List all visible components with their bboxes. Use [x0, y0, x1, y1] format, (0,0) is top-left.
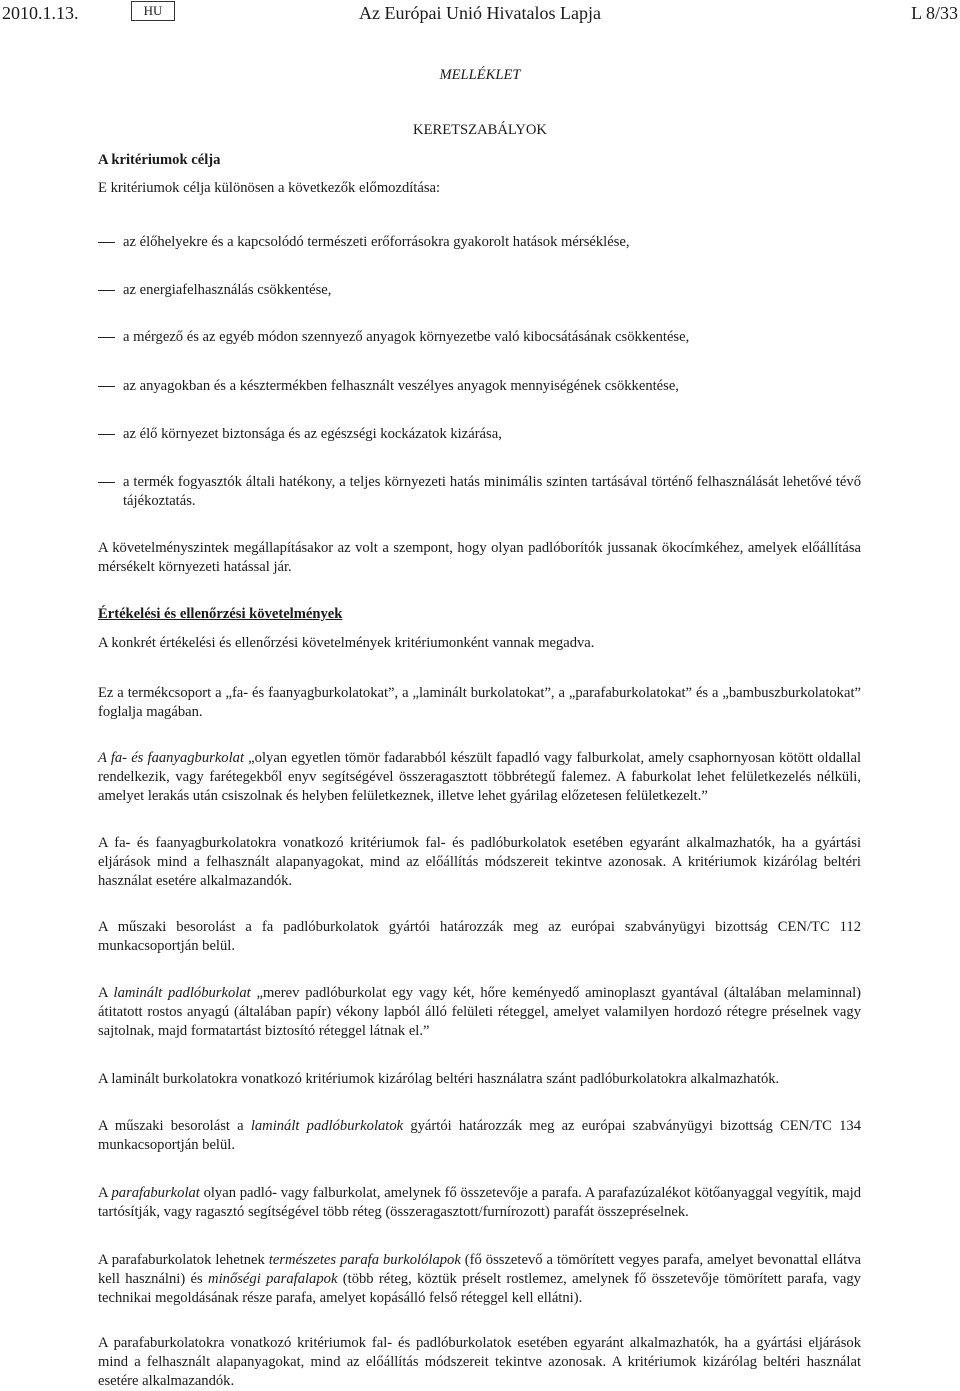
bullet-text: a mérgező és az egyéb módon szennyező anyagok környezetbe való kibocsátásának csökkentése,	[123, 329, 690, 345]
dash-marker	[98, 482, 115, 483]
language-badge: HU	[131, 1, 175, 21]
frame-title: KERETSZABÁLYOK	[413, 122, 547, 138]
cork-definition-text: olyan padló- vagy falburkolat, amelynek fő összetevője a parafa. A parafazúzalékot kötőanyaggal vegyítik, majd tartósítják, vagy ragasztó segítségével több réteg (összeragasztott/furnírozott) parafát összepréselnek.	[98, 1185, 861, 1220]
dash-marker	[98, 242, 115, 243]
dash-marker	[98, 290, 115, 291]
paragraph-laminate-criteria: A laminált burkolatokra vonatkozó kritériumok kizárólag beltéri használatra szánt padlóburkolatokra alkalmazhatók.	[98, 1071, 780, 1087]
bullet-item	[98, 473, 861, 511]
assessment-heading: Értékelési és ellenőrzési követelmények	[98, 606, 343, 622]
paragraph-cork-definition	[98, 1184, 861, 1222]
dash-marker	[98, 386, 115, 387]
laminate-class-term: laminált padlóburkolatok	[250, 1118, 404, 1134]
cork-term: parafaburkolat	[111, 1185, 200, 1201]
cork-type-term-1: természetes parafa burkolólapok	[268, 1252, 461, 1268]
laminate-def-prefix: A	[98, 985, 114, 1001]
publication-date: 2010.1.13.	[2, 3, 79, 23]
bullet-text: az anyagokban és a késztermékben felhasznált veszélyes anyagok mennyiségének csökkentése,	[123, 378, 679, 394]
paragraph-cork-types	[98, 1251, 861, 1308]
wood-definition-text: „olyan egyetlen tömör fadarabból készült fapadló vagy falburkolat, amely csaphornyosan kötött oldallal rendelkezik, vagy farétegekből enyv segítségével összeragasztott többrétegű falemez. A faburkolat lehet felületkezelés nélküli, amelyet lerakás után csiszolnak és helyben felületkeznek, illetve lehet gyárilag előzetesen felületkezelt.”	[98, 750, 862, 804]
bullet-item	[98, 281, 861, 300]
dash-marker	[98, 337, 115, 338]
bullet-text: a termék fogyasztók általi hatékony, a teljes környezeti hatás minimális szinten tartásával történő felhasználását lehetővé tévő tájékoztatás.	[123, 474, 861, 509]
paragraph-laminate-definition	[98, 984, 861, 1041]
cork-type-term-2: minőségi parafalapok	[208, 1271, 338, 1287]
paragraph-wood-criteria: A fa- és faanyagburkolatokra vonatkozó kritériumok fal- és padlóburkolatok esetében egyaránt alkalmazhatók, ha a gyártási eljárások mind a felhasznált alapanyagokat, mind az előállítás módszereit tekintve azonosak. A kritériumok kizárólag beltéri használat esetére alkalmazandók.	[98, 835, 861, 889]
laminate-class-prefix: A műszaki besorolást a	[98, 1118, 251, 1134]
cork-def-prefix: A	[98, 1185, 112, 1201]
laminate-definition-text: „merev padlóburkolat egy vagy két, hőre keményedő aminoplaszt gyantával (általában melaminnal) átitatott rostos anyagú (általában papír) vékony lapból álló felületi réteggel, amelyet valamilyen hordozó rétegre préselnek vagy sajtolnak, majd formatartást biztosító réteggel látnak el.”	[98, 985, 861, 1039]
cork-types-end: (több réteg, köztük préselt rostlemez, amelynek fő összetevője tömörített parafa, vagy technikai megoldásának része parafa, amelyet kopásálló felső réteggel kell ellátni).	[98, 1271, 861, 1306]
criteria-intro: E kritériumok célja különösen a következők előmozdítása:	[98, 180, 441, 196]
annex-title: MELLÉKLET	[439, 67, 521, 83]
bullet-text: az energiafelhasználás csökkentése,	[123, 282, 332, 298]
paragraph-wood-definition	[98, 749, 861, 806]
laminate-class-text: gyártói határozzák meg az európai szabványügyi bizottság CEN/TC 134 munkacsoportján belül.	[98, 1118, 861, 1153]
paragraph-wood-classification: A műszaki besorolást a fa padlóburkolatok gyártói határozzák meg az európai szabványügyi bizottság CEN/TC 112 munkacsoportján belül.	[98, 919, 861, 954]
bullet-text: az élőhelyekre és a kapcsolódó természeti erőforrásokra gyakorolt hatások mérséklése,	[123, 234, 630, 250]
laminate-term: laminált padlóburkolat	[113, 985, 251, 1001]
wood-term: A fa- és faanyagburkolat	[98, 750, 245, 766]
assessment-text: A konkrét értékelési és ellenőrzési követelmények kritériumonként vannak megadva.	[98, 635, 595, 651]
paragraph-laminate-classification	[98, 1117, 861, 1155]
cork-types-prefix: A parafaburkolatok lehetnek	[98, 1252, 269, 1268]
cork-types-mid: (fő összetevő a tömörített vegyes parafa, amelyet bevonattal ellátva kell használni) és	[98, 1252, 861, 1287]
paragraph-requirement-levels: A követelményszintek megállapításakor az volt a szempont, hogy olyan padlóborítók jussanak ökocímkéhez, amelyek előállítása mérsékelt környezeti hatással jár.	[98, 540, 861, 575]
paragraph-cork-criteria: A parafaburkolatokra vonatkozó kritériumok fal- és padlóburkolatok esetében egyaránt alkalmazhatók, ha a gyártási eljárások mind a felhasznált alapanyagokat, mind az előállítás módszereit tekintve azonosak. A kritériumok kizárólag beltéri használat esetére alkalmazandók.	[98, 1335, 861, 1389]
bullet-item	[98, 425, 861, 444]
page-header	[0, 2, 960, 26]
page-number: L 8/33	[911, 3, 958, 23]
paragraph-group-scope: Ez a termékcsoport a „fa- és faanyagburkolatokat”, a „laminált burkolatokat”, a „parafaburkolatokat” és a „bambuszburkolatokat” foglalja magában.	[98, 685, 861, 720]
bullet-item	[98, 233, 861, 252]
bullet-item	[98, 377, 861, 396]
journal-title: Az Európai Unió Hivatalos Lapja	[359, 3, 601, 23]
bullet-text: az élő környezet biztonsága és az egészségi kockázatok kizárása,	[123, 426, 502, 442]
criteria-heading: A kritériumok célja	[98, 152, 221, 168]
dash-marker	[98, 434, 115, 435]
bullet-item	[98, 328, 861, 347]
